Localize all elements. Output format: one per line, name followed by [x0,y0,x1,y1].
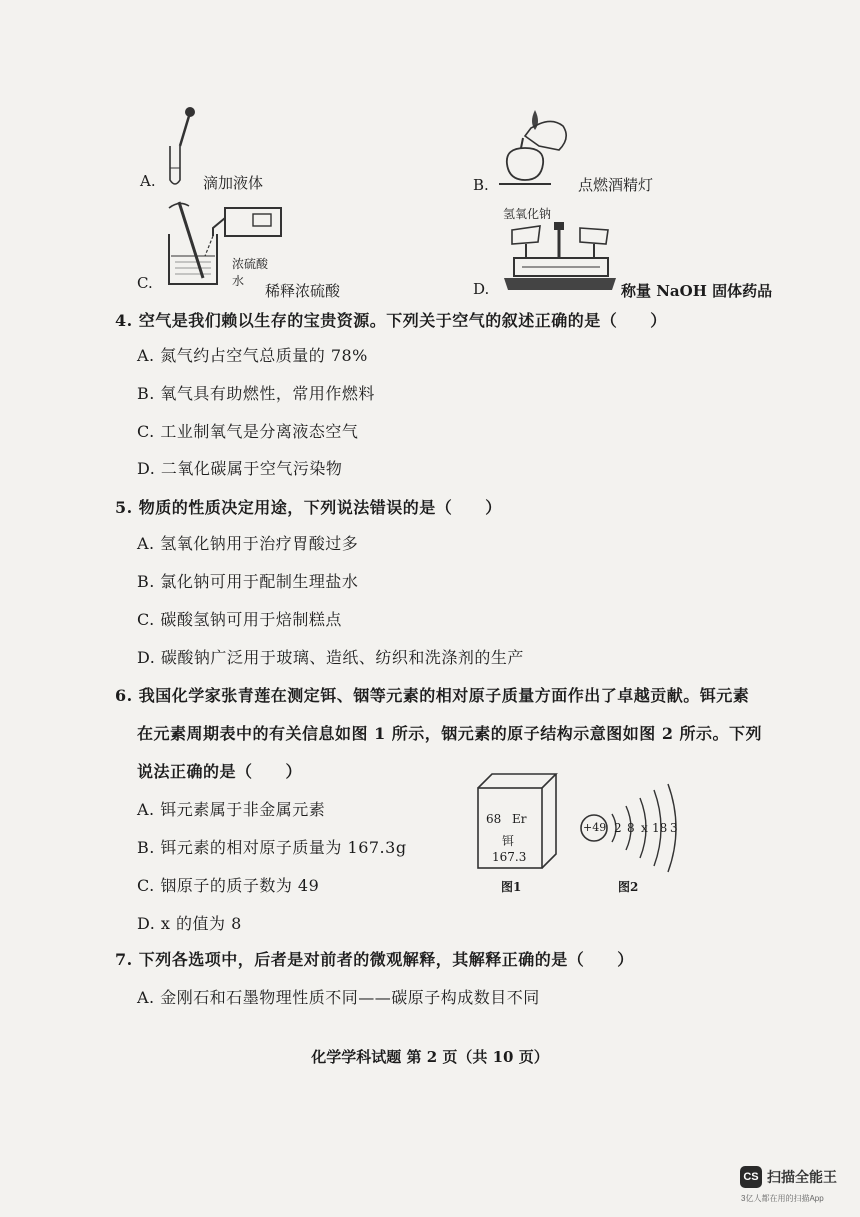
q3-option-a-text: 滴加液体 [203,174,264,192]
element-symbol: Er [512,812,527,826]
q7-stem: 7. 下列各选项中，后者是对前者的微观解释，其解释正确的是（ ） [115,950,634,969]
shell-4: 18 [652,821,668,835]
balance-illustration [500,220,620,294]
q5-option-d: D. 碳酸钠广泛用于玻璃、造纸、纺织和洗涤剂的生产 [137,648,524,667]
atomic-mass: 167.3 [492,850,527,864]
shell-2: 8 [627,821,635,835]
logo-name: 扫描全能王 [767,1169,837,1185]
label-naoh: 氢氧化钠 [503,207,552,221]
q5-option-b: B. 氯化钠可用于配制生理盐水 [137,572,359,591]
page-footer: 化学学科试题 第 2 页（共 10 页） [311,1048,549,1066]
shell-3: x [641,821,648,835]
q6-stem-line-3: 说法正确的是（ ） [137,762,303,781]
q6-option-c: C. 铟原子的质子数为 49 [137,876,320,895]
cs-logo-icon: CS [740,1166,762,1188]
atomic-number: 68 [486,812,502,826]
q4-option-b: B. 氧气具有助燃性，常用作燃料 [137,384,375,403]
nucleus-charge: +49 [583,821,607,834]
q6-stem-line-1: 6. 我国化学家张青莲在测定铒、铟等元素的相对原子质量方面作出了卓越贡献。铒元素 [115,686,750,705]
element-card [478,788,546,868]
scanner-logo [740,1166,850,1208]
q7-option-a: A. 金刚石和石墨物理性质不同——碳原子构成数目不同 [137,988,540,1007]
q3-option-d-letter: D. [473,280,490,298]
q6-option-d: D. x 的值为 8 [137,914,242,933]
alcohol-lamp-illustration [495,108,575,188]
q6-option-a: A. 铒元素属于非金属元素 [137,800,326,819]
dropper-illustration [160,106,200,188]
q3-option-b-text: 点燃酒精灯 [578,176,654,194]
q6-stem-line-2: 在元素周期表中的有关信息如图 1 所示，铟元素的原子结构示意图如图 2 所示。下列 [137,724,763,743]
q6-option-b: B. 铒元素的相对原子质量为 167.3g [137,838,407,857]
q5-stem: 5. 物质的性质决定用途，下列说法错误的是（ ） [115,498,502,517]
q3-option-c-text: 稀释浓硫酸 [265,282,341,300]
element-name: 铒 [502,834,515,848]
fig1-caption: 图1 [501,880,522,894]
label-water: 水 [232,274,245,288]
q4-stem: 4. 空气是我们赖以生存的宝贵资源。下列关于空气的叙述正确的是（ ） [115,311,667,330]
dilute-acid-illustration [165,198,295,290]
q4-option-a: A. 氮气约占空气总质量的 78% [137,346,368,365]
q3-option-a-letter: A. [140,172,156,190]
logo-subtitle: 3亿人都在用的扫描App [741,1194,824,1203]
q3-option-b-letter: B. [473,176,489,194]
shell-5: 3 [670,821,678,835]
q3-option-c-letter: C. [137,274,153,292]
q4-option-c: C. 工业制氧气是分离液态空气 [137,422,359,441]
q4-option-d: D. 二氧化碳属于空气污染物 [137,459,343,478]
q3-option-d-text: 称量 NaOH 固体药品 [621,282,773,300]
q5-option-c: C. 碳酸氢钠可用于焙制糕点 [137,610,342,629]
q5-option-a: A. 氢氧化钠用于治疗胃酸过多 [137,534,359,553]
shell-1: 2 [614,821,622,835]
label-conc-acid: 浓硫酸 [232,257,269,271]
fig2-caption: 图2 [618,880,639,894]
